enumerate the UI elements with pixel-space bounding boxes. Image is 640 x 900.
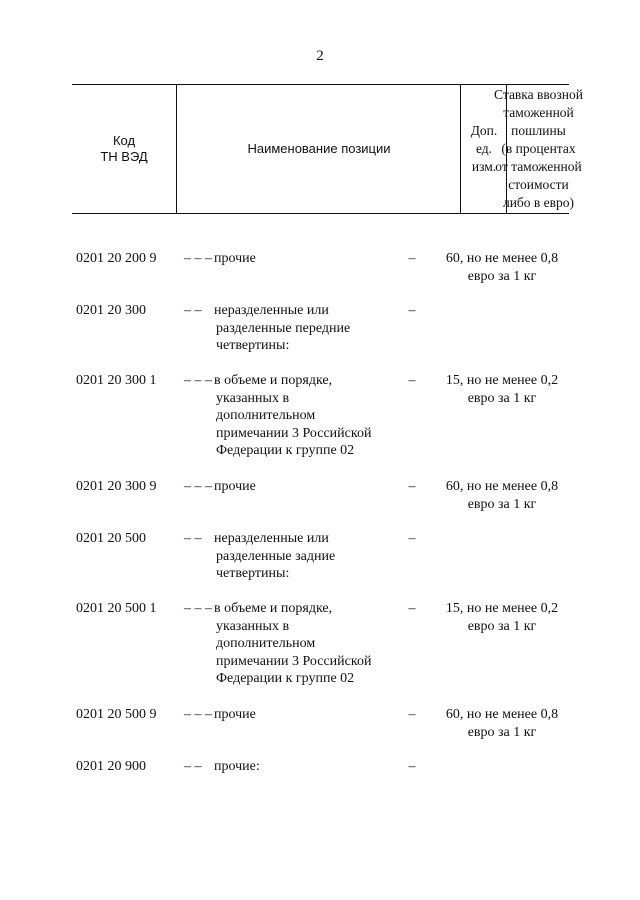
row-code: 0201 20 500 xyxy=(76,531,146,546)
row-name-line: указанных в xyxy=(216,618,290,634)
row-dash: – – xyxy=(184,303,202,318)
header-rate-line: Ставка ввозной xyxy=(494,87,583,102)
row-name xyxy=(184,250,394,268)
row-rate xyxy=(432,706,572,741)
header-rate-line: стоимости xyxy=(508,177,569,192)
row-unit: – xyxy=(408,601,416,616)
row-rate-line: 15, но не менее 0,2 xyxy=(445,601,559,616)
row-rate-line: евро за 1 кг xyxy=(467,268,537,284)
row-unit: – xyxy=(408,531,416,546)
header-rate-line: либо в евро) xyxy=(502,195,575,210)
row-name-text: прочие xyxy=(214,479,256,494)
row-rate-line: евро за 1 кг xyxy=(467,618,537,634)
header-rate-line: от таможенной xyxy=(495,159,582,174)
row-dash: – – xyxy=(184,531,202,546)
row-unit: – xyxy=(408,373,416,388)
row-name xyxy=(184,302,394,355)
tariff-table xyxy=(72,84,583,214)
header-name-label: Наименование позиции xyxy=(247,141,391,156)
row-name-line xyxy=(184,758,394,776)
row-unit: – xyxy=(408,479,416,494)
header-code-label: Код ТН ВЭД xyxy=(100,133,148,164)
row-rate-line: 15, но не менее 0,2 xyxy=(445,373,559,388)
row-unit: – xyxy=(408,759,416,774)
row-dash: – – xyxy=(184,759,202,774)
row-code: 0201 20 900 xyxy=(76,759,146,774)
row-name-line: дополнительном xyxy=(216,636,316,651)
row-dash: – – – xyxy=(184,373,212,388)
row-rate-line: 60, но не менее 0,8 xyxy=(445,251,559,266)
row-name-line: разделенные задние xyxy=(216,548,336,564)
row-code: 0201 20 300 xyxy=(76,303,146,318)
row-code: 0201 20 300 9 xyxy=(76,479,157,494)
row-name xyxy=(184,530,394,583)
row-name-text: неразделенные или xyxy=(214,303,329,318)
row-name xyxy=(184,600,394,688)
row-name xyxy=(184,478,394,496)
row-name-text: прочие xyxy=(214,251,256,266)
row-name-line xyxy=(184,600,394,618)
row-name-line xyxy=(184,372,394,390)
row-code: 0201 20 500 9 xyxy=(76,707,157,722)
row-name-line xyxy=(184,302,394,320)
row-name-line xyxy=(184,478,394,496)
row-rate xyxy=(432,372,572,407)
row-name-line: Федерации к группе 02 xyxy=(216,671,355,686)
header-name xyxy=(176,85,461,213)
row-code: 0201 20 200 9 xyxy=(76,251,157,266)
header-unit-label: Доп. ед. изм. xyxy=(470,123,498,174)
row-code: 0201 20 500 1 xyxy=(76,601,157,616)
row-rate xyxy=(432,600,572,635)
page-number: 2 xyxy=(316,48,324,64)
row-dash: – – – xyxy=(184,251,212,266)
header-rate-line: таможенной xyxy=(503,105,574,120)
row-name-text: прочие xyxy=(214,707,256,722)
header-rate-line: пошлины xyxy=(511,123,566,138)
row-name-line: дополнительном xyxy=(216,408,316,423)
row-name-text: неразделенные или xyxy=(214,531,329,546)
row-code: 0201 20 300 1 xyxy=(76,373,157,388)
header-rate xyxy=(494,85,583,213)
row-name-line: примечании 3 Российской xyxy=(216,653,372,669)
row-name-text: прочие: xyxy=(214,759,260,774)
table-header xyxy=(72,84,583,214)
row-name-line xyxy=(184,250,394,268)
row-name-line: указанных в xyxy=(216,390,290,406)
row-dash: – – – xyxy=(184,479,212,494)
row-dash: – – – xyxy=(184,601,212,616)
row-name-line: четвертины: xyxy=(216,338,290,353)
row-rate-line: евро за 1 кг xyxy=(467,496,537,512)
row-rate xyxy=(432,478,572,513)
row-name xyxy=(184,372,394,460)
row-unit: – xyxy=(408,303,416,318)
row-name-line xyxy=(184,706,394,724)
row-name-line: разделенные передние xyxy=(216,320,351,336)
row-rate-line: 60, но не менее 0,8 xyxy=(445,707,559,722)
row-name-text: в объеме и порядке, xyxy=(214,601,333,616)
row-unit: – xyxy=(408,251,416,266)
header-code xyxy=(72,85,176,213)
row-rate-line: 60, но не менее 0,8 xyxy=(445,479,559,494)
row-name-line: примечании 3 Российской xyxy=(216,425,372,441)
row-rate xyxy=(432,250,572,285)
row-name xyxy=(184,706,394,724)
row-rate-line: евро за 1 кг xyxy=(467,390,537,406)
row-name-line xyxy=(184,530,394,548)
row-unit: – xyxy=(408,707,416,722)
row-name-text: в объеме и порядке, xyxy=(214,373,333,388)
row-dash: – – – xyxy=(184,707,212,722)
header-rate-line: (в процентах xyxy=(501,141,576,156)
row-rate-line: евро за 1 кг xyxy=(467,724,537,740)
row-name-line: Федерации к группе 02 xyxy=(216,443,355,458)
header-unit xyxy=(460,85,507,213)
row-name-line: четвертины: xyxy=(216,566,290,581)
row-name xyxy=(184,758,394,776)
